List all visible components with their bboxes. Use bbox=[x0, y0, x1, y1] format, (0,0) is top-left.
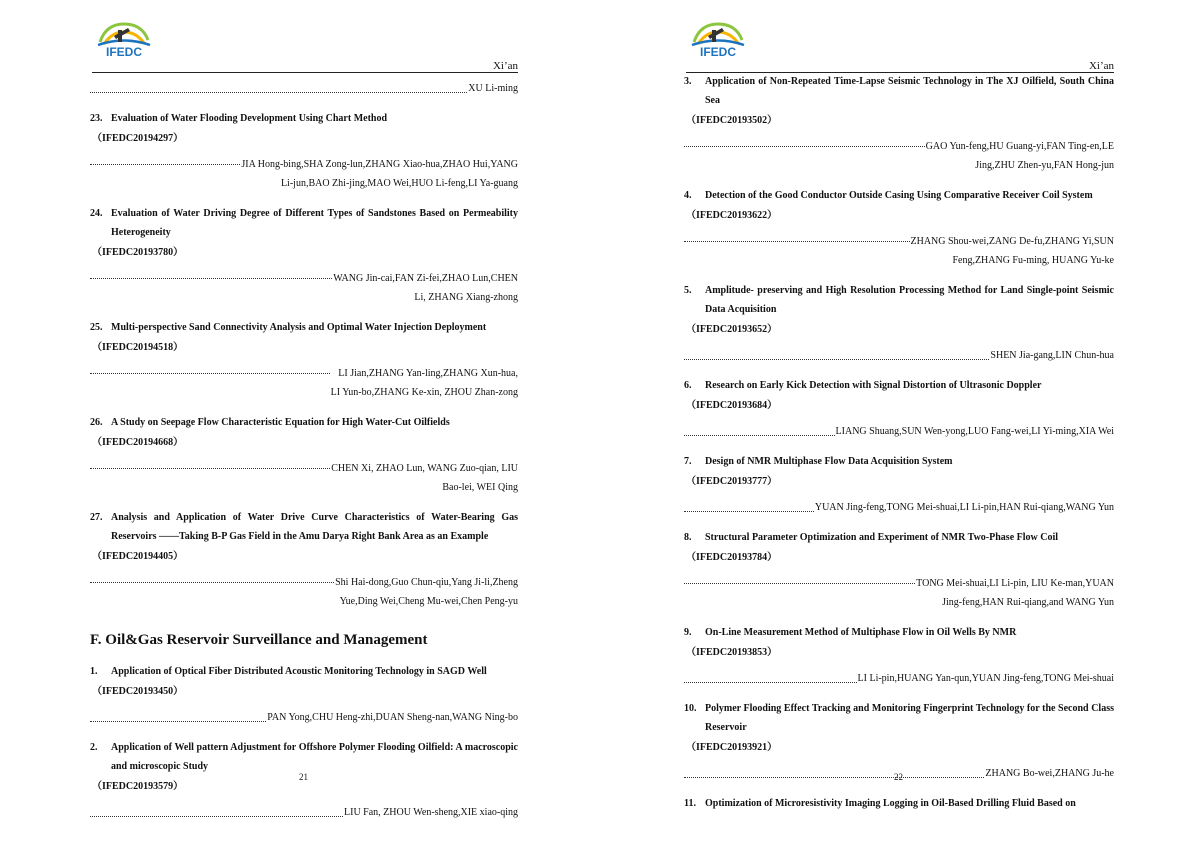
svg-text:IFEDC: IFEDC bbox=[700, 45, 736, 58]
entry-authors: ZHANG Bo-wei,ZHANG Ju-he bbox=[684, 764, 1114, 783]
entry-number: 26. bbox=[90, 417, 103, 428]
leader-dots bbox=[90, 816, 343, 817]
paper-code: （IFEDC20193777） bbox=[686, 476, 778, 487]
paper-code: （IFEDC20193853） bbox=[686, 647, 778, 658]
leader-dots bbox=[684, 435, 835, 436]
entry-authors: PAN Yong,CHU Heng-zhi,DUAN Sheng-nan,WANG Ning-bo bbox=[90, 708, 518, 727]
entry-number: 25. bbox=[90, 322, 103, 333]
list-item bbox=[90, 318, 518, 402]
entry-authors: SHEN Jia-gang,LIN Chun-hua bbox=[684, 346, 1114, 365]
entry-authors: LI Li-pin,HUANG Yan-qun,YUAN Jing-feng,TONG Mei-shuai bbox=[684, 669, 1114, 688]
paper-code: （IFEDC20194518） bbox=[92, 342, 184, 353]
list-item bbox=[684, 452, 1114, 517]
entry-title: Multi-perspective Sand Connectivity Analysis and Optimal Water Injection Deployment bbox=[111, 322, 487, 333]
entry-number: 27. bbox=[90, 512, 103, 523]
leader-dots bbox=[684, 232, 910, 242]
entry-authors: CHEN Xi, ZHAO Lun, WANG Zuo-qian, LIU Bao-lei, WEI Qing bbox=[90, 459, 518, 497]
list-item bbox=[684, 186, 1114, 270]
page-number: 22 bbox=[894, 772, 903, 782]
entry-number: 3. bbox=[684, 76, 692, 87]
entry-title: Evaluation of Water Driving Degree of Different Types of Sandstones Based on Permeability Heterogeneity bbox=[111, 208, 518, 238]
leader-dots bbox=[90, 269, 332, 279]
entry-authors: TONG Mei-shuai,LI Li-pin, LIU Ke-man,YUAN Jing-feng,HAN Rui-qiang,and WANG Yun bbox=[684, 574, 1114, 612]
leader-dots bbox=[90, 155, 240, 165]
entry-number: 11. bbox=[684, 798, 696, 809]
header-city: Xi’an bbox=[1088, 60, 1114, 72]
entry-title: Application of Optical Fiber Distributed Acoustic Monitoring Technology in SAGD Well bbox=[111, 666, 487, 677]
entry-title: Application of Well pattern Adjustment for Offshore Polymer Flooding Oilfield: A macroscopic and microscopic Study bbox=[111, 742, 518, 772]
entry-title: Amplitude- preserving and High Resolution Processing Method for Land Single-point Seismic Data Acquisition bbox=[705, 285, 1114, 315]
leader-dots bbox=[684, 511, 814, 512]
list-item bbox=[684, 376, 1114, 441]
leader-dots bbox=[684, 777, 984, 778]
list-item bbox=[90, 508, 518, 611]
paper-code: （IFEDC20193579） bbox=[92, 781, 184, 792]
list-item bbox=[90, 413, 518, 497]
list-item bbox=[684, 528, 1114, 612]
entry-number: 5. bbox=[684, 285, 692, 296]
entry-number: 6. bbox=[684, 380, 692, 391]
entry-authors: Shi Hai-dong,Guo Chun-qiu,Yang Ji-li,Zheng Yue,Ding Wei,Cheng Mu-wei,Chen Peng-yu bbox=[90, 573, 518, 611]
list-item bbox=[684, 794, 1114, 813]
paper-code: （IFEDC20193450） bbox=[92, 686, 184, 697]
list-item bbox=[90, 204, 518, 307]
entry-authors: LIU Fan, ZHOU Wen-sheng,XIE xiao-qing bbox=[90, 803, 518, 822]
ifedc-logo bbox=[688, 18, 748, 58]
list-item bbox=[684, 72, 1114, 175]
entry-number: 24. bbox=[90, 208, 103, 219]
entry-authors: ZHANG Shou-wei,ZANG De-fu,ZHANG Yi,SUN Feng,ZHANG Fu-ming, HUANG Yu-ke bbox=[684, 232, 1114, 270]
leader-dots bbox=[90, 459, 330, 469]
right-content bbox=[684, 72, 1114, 813]
leader-dots bbox=[90, 573, 334, 583]
author-names: XU Li-ming bbox=[468, 83, 518, 94]
paper-code: （IFEDC20193684） bbox=[686, 400, 778, 411]
svg-text:IFEDC: IFEDC bbox=[106, 45, 142, 58]
entry-title: Detection of the Good Conductor Outside Casing Using Comparative Receiver Coil System bbox=[705, 190, 1093, 201]
list-item bbox=[684, 623, 1114, 688]
entry-number: 4. bbox=[684, 190, 692, 201]
entry-title: Polymer Flooding Effect Tracking and Monitoring Fingerprint Technology for the Second Class Reservoir bbox=[705, 703, 1114, 733]
entry-title: Structural Parameter Optimization and Experiment of NMR Two-Phase Flow Coil bbox=[705, 532, 1059, 543]
entry-title: Evaluation of Water Flooding Development Using Chart Method bbox=[111, 113, 388, 124]
entry-number: 8. bbox=[684, 532, 692, 543]
right-page bbox=[596, 0, 1192, 842]
entry-authors: GAO Yun-feng,HU Guang-yi,FAN Ting-en,LE Jing,ZHU Zhen-yu,FAN Hong-jun bbox=[684, 137, 1114, 175]
entry-number: 9. bbox=[684, 627, 692, 638]
paper-code: （IFEDC20194297） bbox=[92, 133, 184, 144]
leader-dots bbox=[684, 682, 857, 683]
paper-code: （IFEDC20193502） bbox=[686, 115, 778, 126]
paper-code: （IFEDC20193780） bbox=[92, 247, 184, 258]
entry-title: Analysis and Application of Water Drive Curve Characteristics of Water-Bearing Gas Reservoirs ——Taking B-P Gas Field in the Amu Darya Right Bank Area as an Example bbox=[111, 512, 518, 542]
header-city: Xi’an bbox=[492, 60, 518, 72]
entry-number: 1. bbox=[90, 666, 98, 677]
list-item bbox=[90, 109, 518, 193]
entry-title: Research on Early Kick Detection with Signal Distortion of Ultrasonic Doppler bbox=[705, 380, 1042, 391]
paper-code: （IFEDC20193622） bbox=[686, 210, 778, 221]
leader-dots bbox=[684, 137, 925, 147]
entry-authors: LI Jian,ZHANG Yan-ling,ZHANG Xun-hua, LI Yun-bo,ZHANG Ke-xin, ZHOU Zhan-zong bbox=[90, 364, 518, 402]
list-item bbox=[90, 662, 518, 727]
entry-title: A Study on Seepage Flow Characteristic Equation for High Water-Cut Oilfields bbox=[111, 417, 450, 428]
entry-number: 23. bbox=[90, 113, 103, 124]
paper-code: （IFEDC20193652） bbox=[686, 324, 778, 335]
entry-authors: LIANG Shuang,SUN Wen-yong,LUO Fang-wei,LI Yi-ming,XIA Wei bbox=[684, 422, 1114, 441]
entry-number: 2. bbox=[90, 742, 98, 753]
leader-dots bbox=[90, 364, 330, 374]
paper-code: （IFEDC20193921） bbox=[686, 742, 778, 753]
entry-title: Design of NMR Multiphase Flow Data Acquisition System bbox=[705, 456, 953, 467]
entry-number: 10. bbox=[684, 703, 697, 714]
list-item bbox=[684, 699, 1114, 783]
page-number: 21 bbox=[299, 772, 308, 782]
leader-dots bbox=[90, 92, 467, 93]
entry-authors: YUAN Jing-feng,TONG Mei-shuai,LI Li-pin,HAN Rui-qiang,WANG Yun bbox=[684, 498, 1114, 517]
entry-title: Application of Non-Repeated Time-Lapse Seismic Technology in The XJ Oilfield, South China Sea bbox=[705, 76, 1114, 106]
leader-dots bbox=[90, 721, 266, 722]
entry-title: Optimization of Microresistivity Imaging Logging in Oil-Based Drilling Fluid Based on bbox=[705, 798, 1076, 809]
leader-dots bbox=[684, 359, 989, 360]
section-heading: F. Oil&Gas Reservoir Surveillance and Management bbox=[90, 632, 428, 648]
paper-code: （IFEDC20193784） bbox=[686, 552, 778, 563]
paper-code: （IFEDC20194405） bbox=[92, 551, 184, 562]
entry-authors: JIA Hong-bing,SHA Zong-lun,ZHANG Xiao-hua,ZHAO Hui,YANG Li-jun,BAO Zhi-jing,MAO Wei,HUO Li-feng,LI Ya-guang bbox=[90, 155, 518, 193]
entry-title: On-Line Measurement Method of Multiphase Flow in Oil Wells By NMR bbox=[705, 627, 1017, 638]
ifedc-logo bbox=[94, 18, 154, 58]
paper-code: （IFEDC20194668） bbox=[92, 437, 184, 448]
left-content bbox=[90, 72, 518, 822]
list-item bbox=[684, 281, 1114, 365]
leader-dots bbox=[684, 574, 915, 584]
entry-number: 7. bbox=[684, 456, 692, 467]
continuation-authors bbox=[90, 79, 518, 98]
entry-authors: WANG Jin-cai,FAN Zi-fei,ZHAO Lun,CHEN Li, ZHANG Xiang-zhong bbox=[90, 269, 518, 307]
